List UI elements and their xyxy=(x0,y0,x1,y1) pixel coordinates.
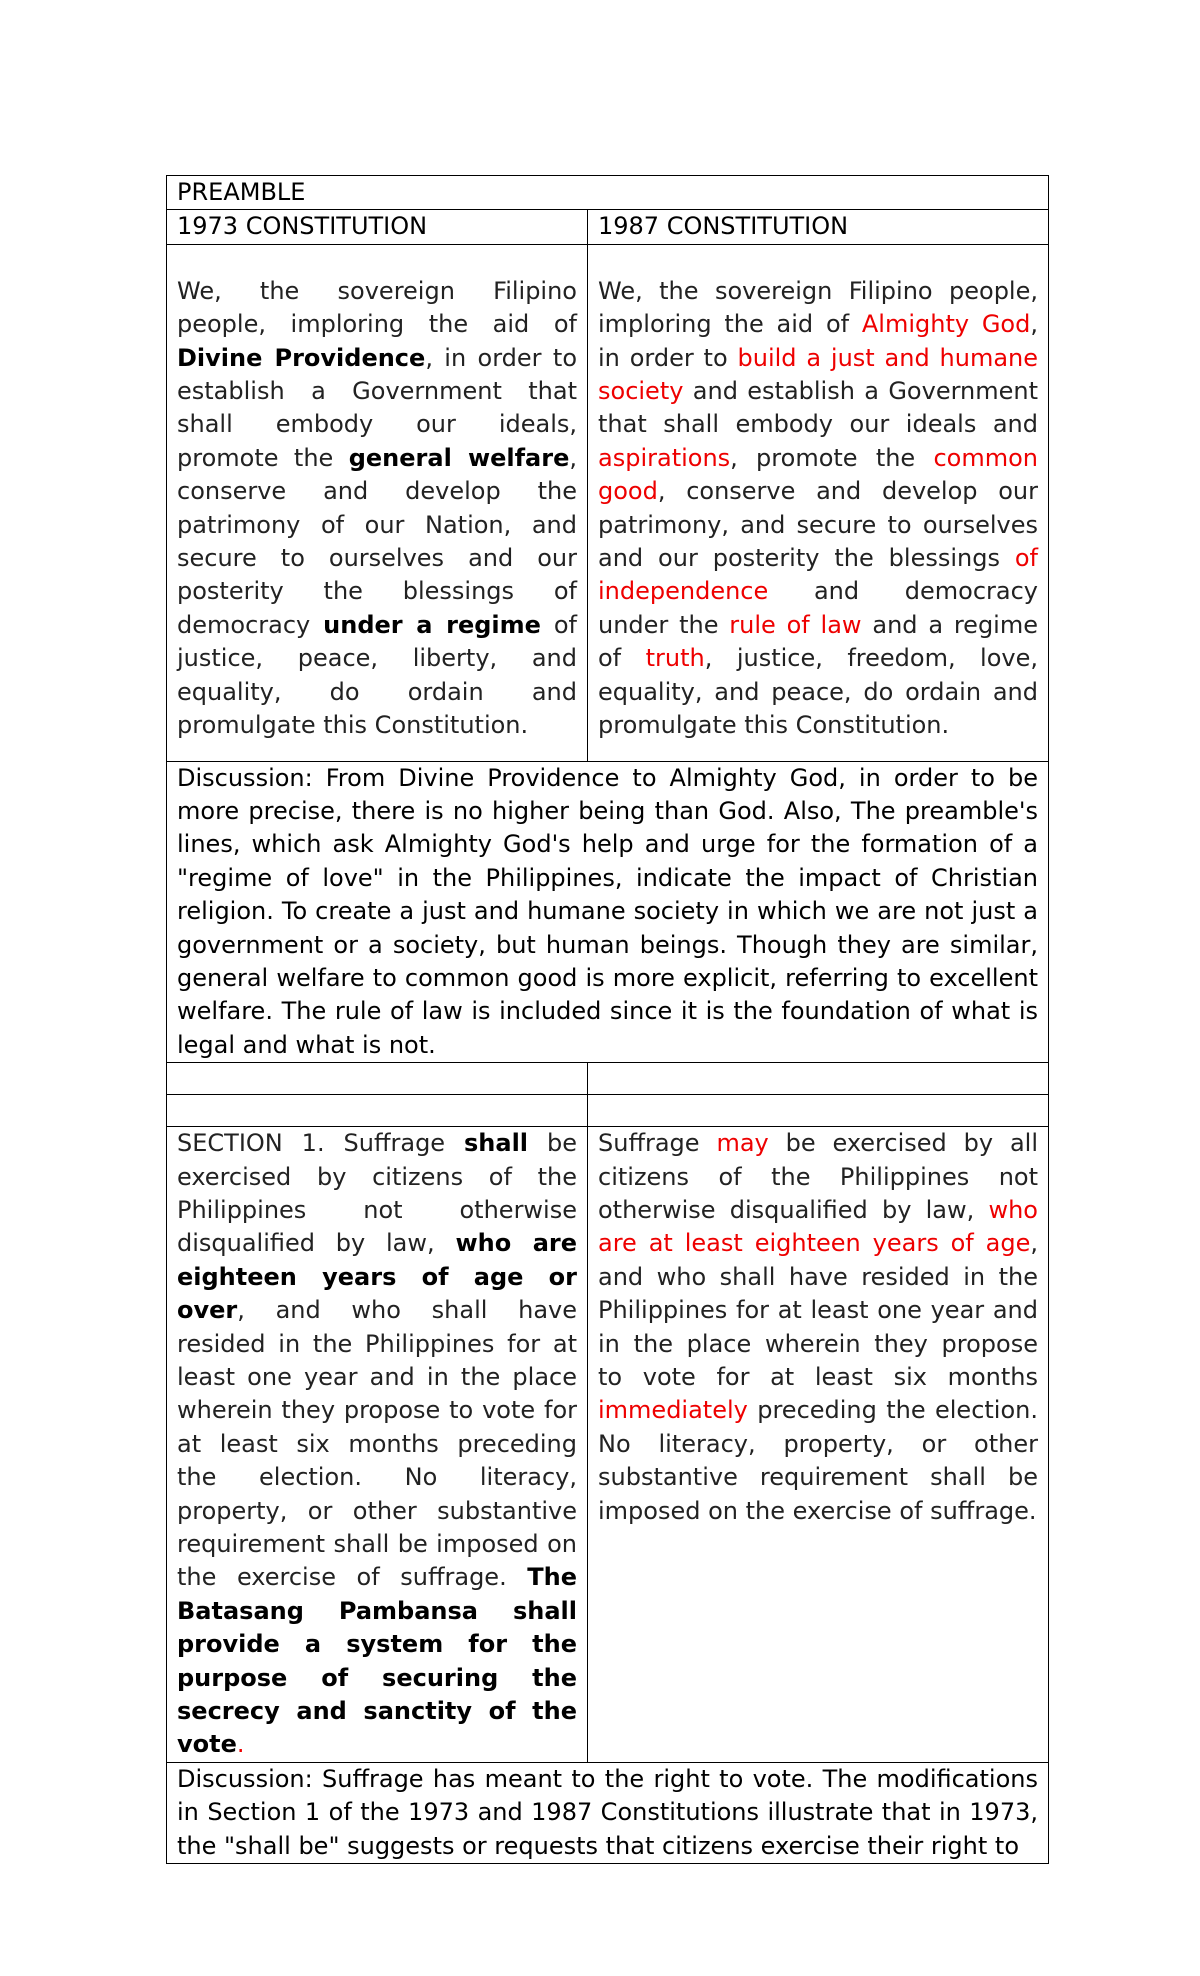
preamble-heading: PREAMBLE xyxy=(167,176,1049,210)
preamble-discussion-row xyxy=(167,761,1049,1063)
text-segment: of justice, peace, liberty, and equality, do ordain and promulgate this Constitution. xyxy=(177,610,577,740)
emphasized-text: under a regime xyxy=(323,610,541,639)
text-segment: We, the sovereign Filipino people, imploring the aid of xyxy=(598,276,1038,339)
text-segment: preceding the election. No literacy, property, or other substantive requirement shall be imposed on the exercise of suffrage. xyxy=(598,1396,1038,1525)
changed-text: truth xyxy=(645,644,705,673)
text-segment: , conserve and develop our patrimony, and secure to ourselves and our posterity the blessings xyxy=(598,477,1038,573)
empty-cell xyxy=(167,1063,588,1095)
changed-text: . xyxy=(236,1730,245,1759)
changed-text: aspirations xyxy=(598,443,731,472)
text-segment: , in order to xyxy=(598,310,1038,372)
preamble-heading-row xyxy=(167,176,1049,210)
empty-row-1 xyxy=(167,1063,1049,1095)
suffrage-text-row xyxy=(167,1127,1049,1763)
empty-cell xyxy=(588,1063,1049,1095)
col-1973-header: 1973 CONSTITUTION xyxy=(167,210,588,244)
preamble-text-row xyxy=(167,244,1049,761)
suffrage-discussion: Discussion: Suffrage has meant to the right to vote. The modifications in Section 1 of the 1973 and 1987 Constitutions illustrate that in 1973, the "shall be" suggests or requests that citizens exercise their right to xyxy=(167,1762,1049,1863)
text-segment: , in order to establish a Government that shall embody our ideals, promote the xyxy=(177,343,577,472)
changed-text: rule of law xyxy=(729,610,862,639)
text-segment: SECTION 1. Suffrage xyxy=(177,1129,465,1158)
changed-text: immediately xyxy=(598,1396,748,1425)
preamble-1973-text xyxy=(167,244,588,761)
text-segment: and democracy under the xyxy=(598,577,1038,639)
empty-cell xyxy=(167,1095,588,1127)
emphasized-text: The Batasang Pambansa shall provide a system for the purpose of securing the secrecy and sanctity of the vote xyxy=(177,1563,577,1759)
emphasized-text: who are eighteen years of age or over xyxy=(177,1229,577,1325)
constitution-comparison-table xyxy=(166,175,1049,1864)
text-segment: We, the sovereign Filipino people, imploring the aid of xyxy=(177,276,577,339)
col-1987-header: 1987 CONSTITUTION xyxy=(588,210,1049,244)
emphasized-text: shall xyxy=(464,1129,529,1158)
text-segment: , promote the xyxy=(730,443,934,472)
changed-text: Almighty God xyxy=(861,310,1031,339)
text-segment: be exercised by all citizens of the Philippines not otherwise disqualified by law, xyxy=(598,1129,1038,1224)
changed-text: build a just and humane society xyxy=(598,343,1039,406)
changed-text: who are at least eighteen years of age xyxy=(598,1195,1038,1258)
preamble-discussion: Discussion: From Divine Providence to Almighty God, in order to be more precise, there is no higher being than God. Also, The preamble's lines, which ask Almighty God's help and urge for the formation of a "regime of love" in the Philippines, indicate the impact of Christian religion. To create a just and humane society in which we are not just a government or a society, but human beings. Though they are similar, general welfare to common good is more explicit, referring to excellent welfare. The rule of law is included since it is the foundation of what is legal and what is not. xyxy=(167,761,1049,1063)
text-segment: , conserve and develop the patrimony of our Nation, and secure to ourselves and our posterity the blessings of democracy xyxy=(177,443,578,639)
column-header-row xyxy=(167,210,1049,244)
text-segment: , justice, freedom, love, equality, and peace, do ordain and promulgate this Constitution. xyxy=(598,644,1038,740)
changed-text: of independence xyxy=(598,544,1038,606)
text-segment: be exercised by citizens of the Philippines not otherwise disqualified by law, xyxy=(177,1129,577,1258)
text-segment: Suffrage xyxy=(598,1129,717,1158)
emphasized-text: Divine Providence xyxy=(177,343,426,372)
preamble-1987-text xyxy=(588,244,1049,761)
suffrage-1973-text xyxy=(167,1127,588,1763)
empty-row-2 xyxy=(167,1095,1049,1127)
text-segment: , and who shall have resided in the Philippines for at least one year and in the place wherein they propose to vote for at least six months xyxy=(598,1229,1038,1391)
empty-cell xyxy=(588,1095,1049,1127)
text-segment: and a regime of xyxy=(598,610,1038,673)
changed-text: may xyxy=(716,1129,769,1158)
text-segment: , and who shall have resided in the Philippines for at least one year and in the place wherein they propose to vote for at least six months preceding the election. No literacy, property, or other substantive requirement shall be imposed on the exercise of suffrage. xyxy=(177,1296,577,1592)
text-segment: and establish a Government that shall embody our ideals and xyxy=(598,377,1038,439)
suffrage-discussion-row xyxy=(167,1762,1049,1863)
suffrage-1987-text xyxy=(588,1127,1049,1763)
emphasized-text: general welfare xyxy=(348,443,570,472)
changed-text: common good xyxy=(598,443,1038,506)
